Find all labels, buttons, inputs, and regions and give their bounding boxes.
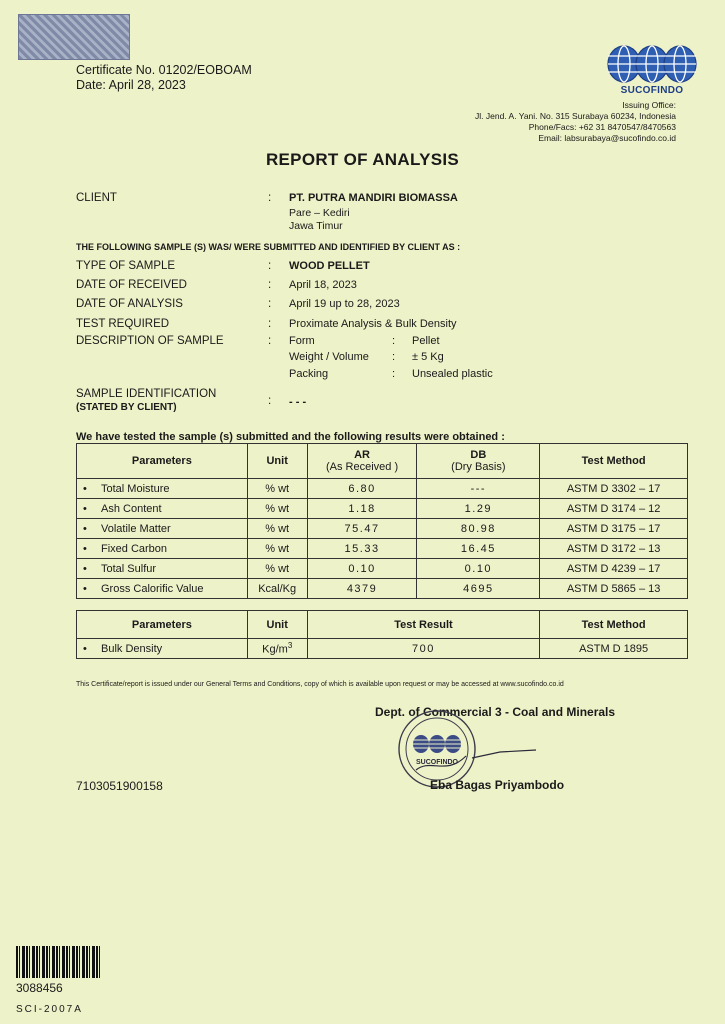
bullet: • [83,522,87,535]
client-address-2: Jawa Timur [289,220,343,232]
ar-cell: 4379 [307,579,417,599]
field-value: Proximate Analysis & Bulk Density [289,318,457,330]
param-name: Total Moisture [101,482,170,495]
field-label: DATE OF RECEIVED [76,279,187,291]
method-cell: ASTM D 4239 – 17 [540,559,688,579]
table-header-row [77,611,688,639]
header-method: Test Method [540,444,688,479]
method-cell: ASTM D 3172 – 13 [540,539,688,559]
bulk-density-table [76,610,688,659]
description-key: Packing [289,368,329,380]
header-parameters: Parameters [77,444,248,479]
unit-base: Kg/m [262,643,288,656]
db-cell: 1.29 [417,499,540,519]
terms-footnote: This Certificate/report is issued under our General Terms and Conditions, copy of which is available upon request or may be accessed at www.sucofindo.co.id [76,681,564,688]
method-cell: ASTM D 1895 [540,639,688,659]
table-row [77,579,688,599]
stamp-label: SUCOFINDO [416,759,458,766]
header-ar [307,444,417,479]
description-value: ± 5 Kg [412,351,444,363]
param-cell [77,499,248,519]
param-name: Bulk Density [101,642,163,655]
table-row [77,539,688,559]
colon: : [268,298,272,310]
header-db [417,444,540,479]
param-cell [77,519,248,539]
logo-wordmark: SUCOFINDO [620,85,684,96]
bullet: • [83,542,87,555]
header-ar-title: AR [354,449,370,461]
colon: : [392,335,396,347]
department-name: Dept. of Commercial 3 - Coal and Minerals [375,705,616,719]
db-cell: 80.98 [417,519,540,539]
colon: : [268,279,272,291]
globe-icon [606,44,698,84]
sample-id-sublabel: (STATED BY CLIENT) [76,402,177,413]
param-cell [77,579,248,599]
field-value: April 19 up to 28, 2023 [289,298,400,310]
sample-id-value: - - - [289,396,307,408]
issuing-office [475,100,676,144]
header-unit: Unit [247,444,307,479]
param-name: Volatile Matter [101,522,171,535]
ar-cell: 0.10 [307,559,417,579]
table-row [77,519,688,539]
sucofindo-logo [606,44,698,96]
client-name: PT. PUTRA MANDIRI BIOMASSA [289,192,458,204]
header-parameters: Parameters [77,611,248,639]
results-intro: We have tested the sample (s) submitted and the following results were obtained : [76,431,505,443]
client-address-1: Pare – Kediri [289,207,350,219]
bullet: • [83,482,87,495]
field-label: TYPE OF SAMPLE [76,260,176,272]
certificate-date: Date: April 28, 2023 [76,78,186,92]
param-name: Fixed Carbon [101,542,168,555]
param-cell [77,639,248,659]
unit-cell: % wt [247,559,307,579]
unit-exponent: 3 [287,641,293,651]
description-key: Form [289,335,315,347]
colon: : [268,318,272,330]
bullet: • [83,582,87,595]
colon: : [268,260,272,272]
param-cell [77,479,248,499]
unit-cell: Kcal/Kg [247,579,307,599]
param-name: Ash Content [101,502,162,515]
barcode-number: 3088456 [16,981,63,995]
page-title: REPORT OF ANALYSIS [265,150,460,169]
header-method: Test Method [540,611,688,639]
signature-mark [470,738,540,768]
header-db-title: DB [470,449,487,461]
barcode [16,946,100,978]
client-label: CLIENT [76,192,117,204]
document-number: 7103051900158 [76,779,163,793]
description-key: Weight / Volume [289,351,369,363]
db-cell: --- [417,479,540,499]
result-cell: 700 [307,639,540,659]
office-line: Issuing Office: [622,100,676,110]
table-row [77,479,688,499]
office-line: Email: labsurabaya@sucofindo.co.id [538,133,676,143]
table-row [77,559,688,579]
certificate-number: Certificate No. 01202/EOBOAM [76,63,252,77]
colon: : [392,351,396,363]
office-line: Phone/Facs: +62 31 8470547/8470563 [528,122,676,132]
office-line: Jl. Jend. A. Yani. No. 315 Surabaya 60234, Indonesia [475,111,676,121]
description-label: DESCRIPTION OF SAMPLE [76,335,224,347]
header-unit: Unit [247,611,307,639]
proximate-table [76,443,688,599]
header-db-sub: (Dry Basis) [451,461,506,473]
colon: : [268,335,272,347]
bullet: • [83,502,87,515]
signer-name: Eba Bagas Priyambodo [430,778,565,792]
description-value: Unsealed plastic [412,368,493,380]
method-cell: ASTM D 3302 – 17 [540,479,688,499]
certificate-header [76,63,252,93]
field-label: TEST REQUIRED [76,318,170,330]
field-value: WOOD PELLET [289,260,370,272]
header-ar-sub: (As Received ) [325,461,399,473]
unit-cell [247,639,307,659]
colon: : [268,192,272,204]
ar-cell: 1.18 [307,499,417,519]
ar-cell: 75.47 [307,519,417,539]
sample-id-label: SAMPLE IDENTIFICATION [76,388,217,400]
bullet: • [83,642,87,655]
method-cell: ASTM D 5865 – 13 [540,579,688,599]
submission-notice: THE FOLLOWING SAMPLE (S) WAS/ WERE SUBMITTED AND IDENTIFIED BY CLIENT AS : [76,242,461,252]
unit-cell: % wt [247,499,307,519]
description-value: Pellet [412,335,440,347]
unit-cell: % wt [247,539,307,559]
ar-cell: 6.80 [307,479,417,499]
table-header-row [77,444,688,479]
param-cell [77,539,248,559]
method-cell: ASTM D 3175 – 17 [540,519,688,539]
colon: : [392,368,396,380]
db-cell: 16.45 [417,539,540,559]
field-label: DATE OF ANALYSIS [76,298,183,310]
unit-cell: % wt [247,519,307,539]
hologram-seal [18,14,130,60]
header-result: Test Result [307,611,540,639]
form-code: SCI-2007A [16,1004,83,1015]
ar-cell: 15.33 [307,539,417,559]
db-cell: 4695 [417,579,540,599]
param-name: Total Sulfur [101,562,157,575]
bullet: • [83,562,87,575]
param-cell [77,559,248,579]
db-cell: 0.10 [417,559,540,579]
colon: : [268,395,272,407]
table-row [77,499,688,519]
param-name: Gross Calorific Value [101,582,204,595]
table-row [77,639,688,659]
method-cell: ASTM D 3174 – 12 [540,499,688,519]
unit-cell: % wt [247,479,307,499]
field-value: April 18, 2023 [289,279,357,291]
